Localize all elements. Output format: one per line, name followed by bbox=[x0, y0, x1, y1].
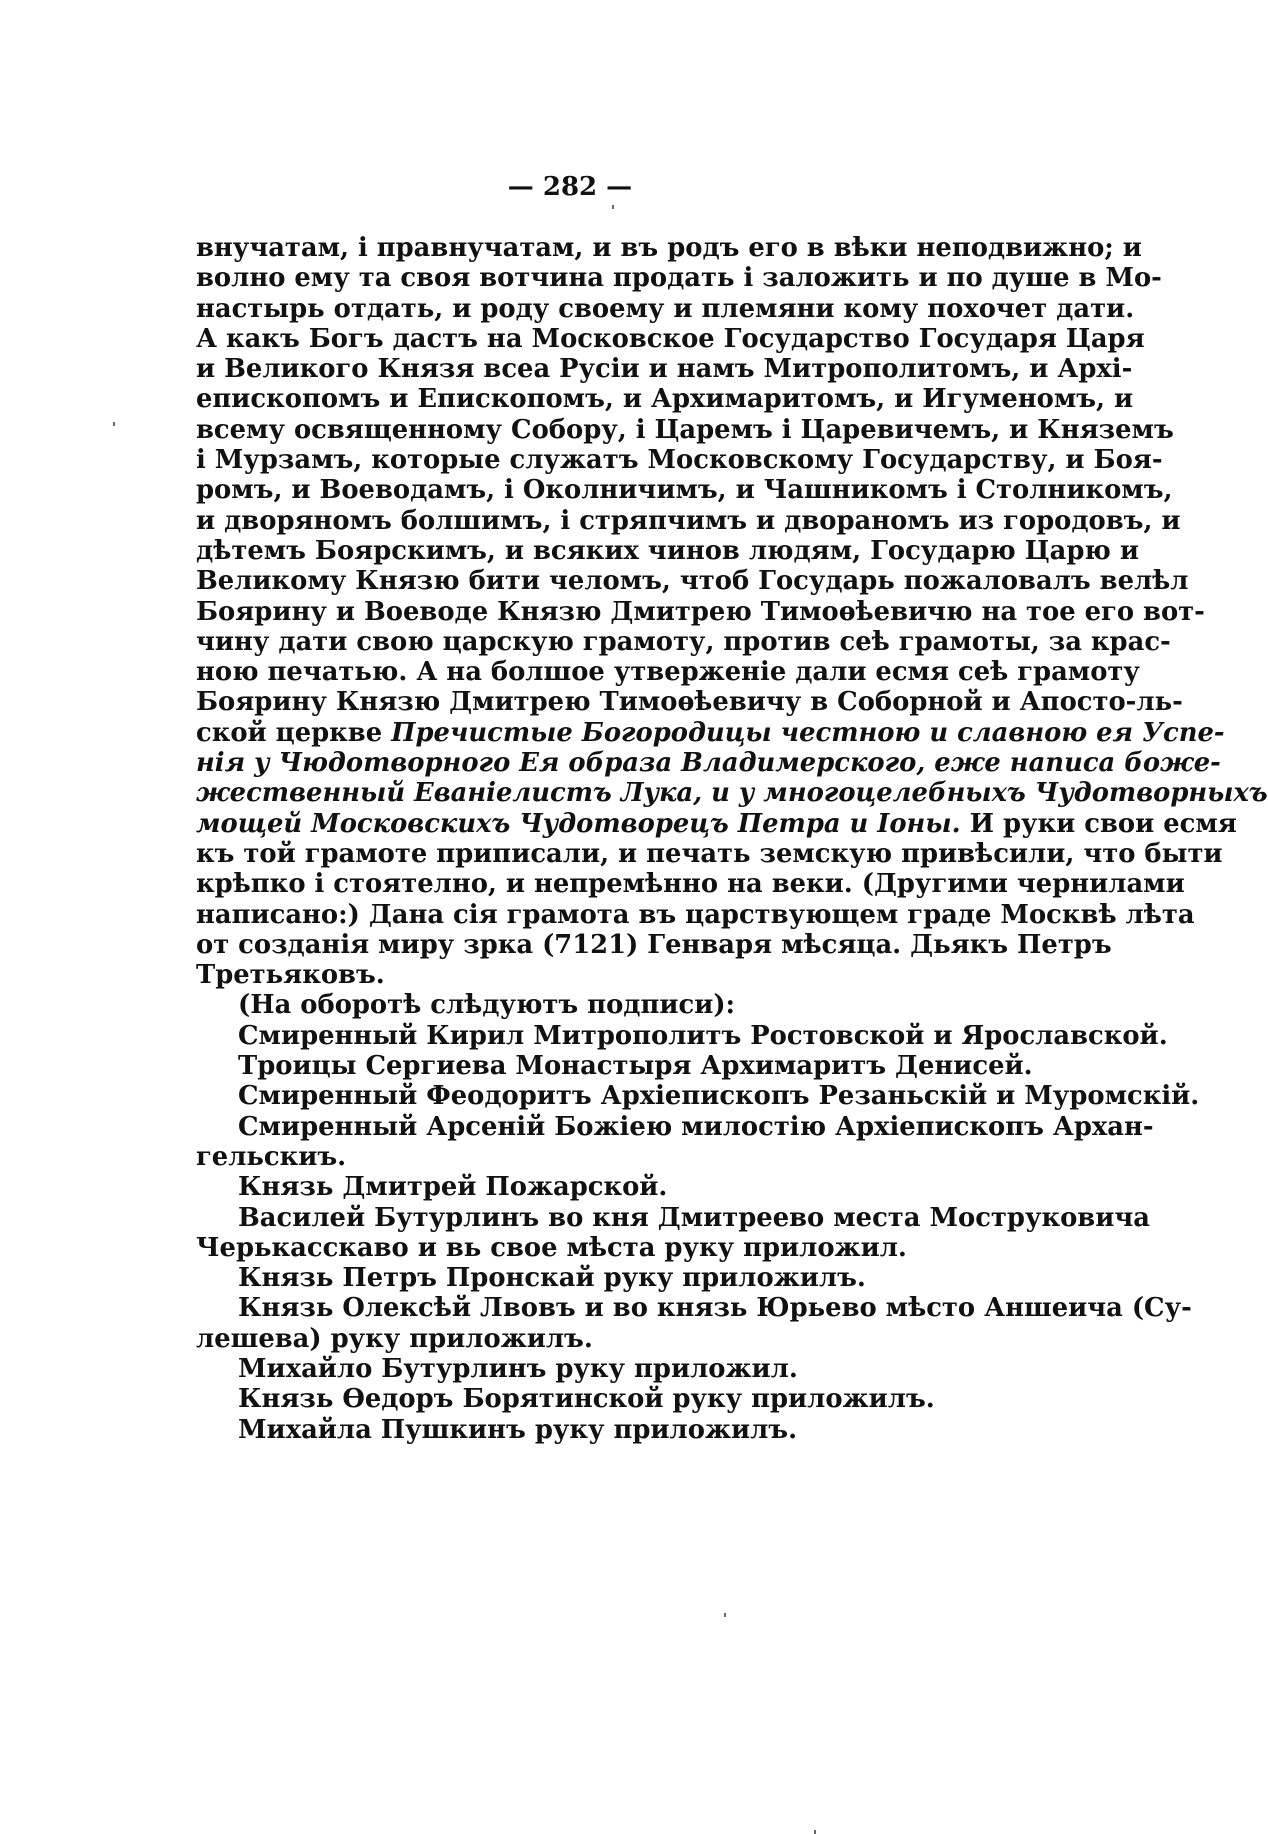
text-line: і Мурзамъ, которые служатъ Московскому Государству, и Боя- bbox=[196, 445, 1163, 476]
text-line: и Великого Князя всеа Русіи и намъ Митрополитомъ, и Архі- bbox=[196, 354, 1133, 385]
text-line: къ той грамоте приписали, и печать земскую привѣсили, что быти bbox=[196, 838, 1223, 869]
signature-line: Черькасскаво и вь свое мѣста руку приложил. bbox=[196, 1232, 907, 1263]
signature-line: Михайла Пушкинъ руку приложилъ. bbox=[238, 1414, 798, 1445]
paper-speck bbox=[724, 1613, 726, 1617]
text-line: настырь отдать, и роду своему и племяни кому похочет дати. bbox=[196, 293, 1135, 324]
text-line-mixed bbox=[196, 717, 1225, 748]
text-line: и дворяномъ болшимъ, і стряпчимъ и двораномъ из городовъ, и bbox=[196, 505, 1181, 536]
italic-text-run: Пречистые Богородицы честною и славною ея Успе- bbox=[391, 717, 1225, 748]
text-line: всему освященному Собору, і Царемъ і Царевичемъ, и Княземъ bbox=[196, 414, 1174, 445]
signature-line: Князь Дмитрей Пожарской. bbox=[238, 1172, 668, 1203]
text-line: А какъ Богъ дастъ на Московское Государство Государя Царя bbox=[196, 323, 1145, 354]
text-line: Боярину Князю Дмитрею Тимоѳѣевичу в Соборной и Апосто-ль- bbox=[196, 687, 1183, 718]
text-line: ною печатью. А на болшое утверженіе дали есмя сеѣ грамоту bbox=[196, 657, 1140, 688]
text-run: И руки свои есмя bbox=[969, 808, 1237, 839]
signature-line: Смиренный Феодоритъ Архіепископъ Резаньскій и Муромскій. bbox=[238, 1081, 1200, 1112]
page-number: — 282 — bbox=[507, 172, 633, 202]
text-line: волно ему та своя вотчина продать і заложить и по душе в Мо- bbox=[196, 263, 1162, 294]
signature-line: Михайло Бутурлинъ руку приложил. bbox=[238, 1353, 798, 1384]
signature-line: Смиренный Кирил Митрополитъ Ростовской и Ярославской. bbox=[238, 1020, 1168, 1051]
italic-text-run: мощей Московскихъ Чудотворецъ Петра и Іоны. bbox=[196, 808, 961, 839]
paper-speck bbox=[113, 422, 115, 426]
signature-line: Василей Бутурлинъ во кня Дмитреево места Моструковича bbox=[238, 1202, 1150, 1233]
text-line: Боярину и Воеводе Князю Дмитрею Тимоѳѣевичю на тое его вот- bbox=[196, 596, 1205, 627]
signature-line: Князь Ѳедоръ Борятинской руку приложилъ. bbox=[238, 1384, 935, 1415]
paper-speck bbox=[814, 1830, 816, 1834]
signature-line: Князь Олексѣй Лвовъ и во князь Юрьево мѣсто Аншеича (Су- bbox=[238, 1293, 1192, 1324]
paper-speck bbox=[612, 205, 614, 209]
body-text bbox=[196, 233, 1268, 1445]
italic-text-line: нія у Чюдотворного Ея образа Владимерского, еже написа боже- bbox=[196, 748, 1221, 779]
text-line: написано:) Дана сія грамота въ царствующем граде Москвѣ лѣта bbox=[196, 899, 1195, 930]
text-line: от созданія миру зрка (7121) Генваря мѣсяца. Дьякъ Петръ bbox=[196, 929, 1112, 960]
signature-line: Троицы Сергиева Монастыря Архимаритъ Денисей. bbox=[238, 1051, 1033, 1082]
text-line: крѣпко і стоятелно, и непремѣнно на веки. (Другими чернилами bbox=[196, 869, 1185, 900]
text-line: Великому Князю бити челомъ, чтоб Государь пожаловалъ велѣл bbox=[196, 566, 1189, 597]
text-line: Третьяковъ. bbox=[196, 960, 385, 991]
text-line: ромъ, и Воеводамъ, і Околничимъ, и Чашникомъ і Столникомъ, bbox=[196, 475, 1173, 506]
signature-line: Смиренный Арсеній Божіею милостію Архіепископъ Архан- bbox=[238, 1111, 1154, 1142]
signature-line: Князь Петръ Пронскай руку приложилъ. bbox=[238, 1263, 866, 1294]
signature-line: гельскиъ. bbox=[196, 1141, 347, 1172]
italic-text-line: жественный Еванiелистъ Лука, и у многоцелебныхъ Чудотворныхъ bbox=[196, 778, 1268, 809]
text-line-mixed bbox=[196, 808, 1237, 839]
text-line: епископомъ и Епископомъ, и Архимаритомъ, и Игуменомъ, и bbox=[196, 384, 1134, 415]
text-line: дѣтемъ Боярскимъ, и всяких чинов людям, Государю Царю и bbox=[196, 535, 1139, 566]
text-line: чину дати свою царскую грамоту, против сеѣ грамоты, за крас- bbox=[196, 626, 1171, 657]
signature-line: лешева) руку приложилъ. bbox=[196, 1323, 593, 1354]
text-line: внучатам, і правнучатам, и въ родъ его в вѣки неподвижно; и bbox=[196, 233, 1142, 263]
signatures-heading: (На оборотѣ слѣдуютъ подписи): bbox=[238, 990, 736, 1021]
text-run: ской церкве bbox=[196, 717, 383, 748]
